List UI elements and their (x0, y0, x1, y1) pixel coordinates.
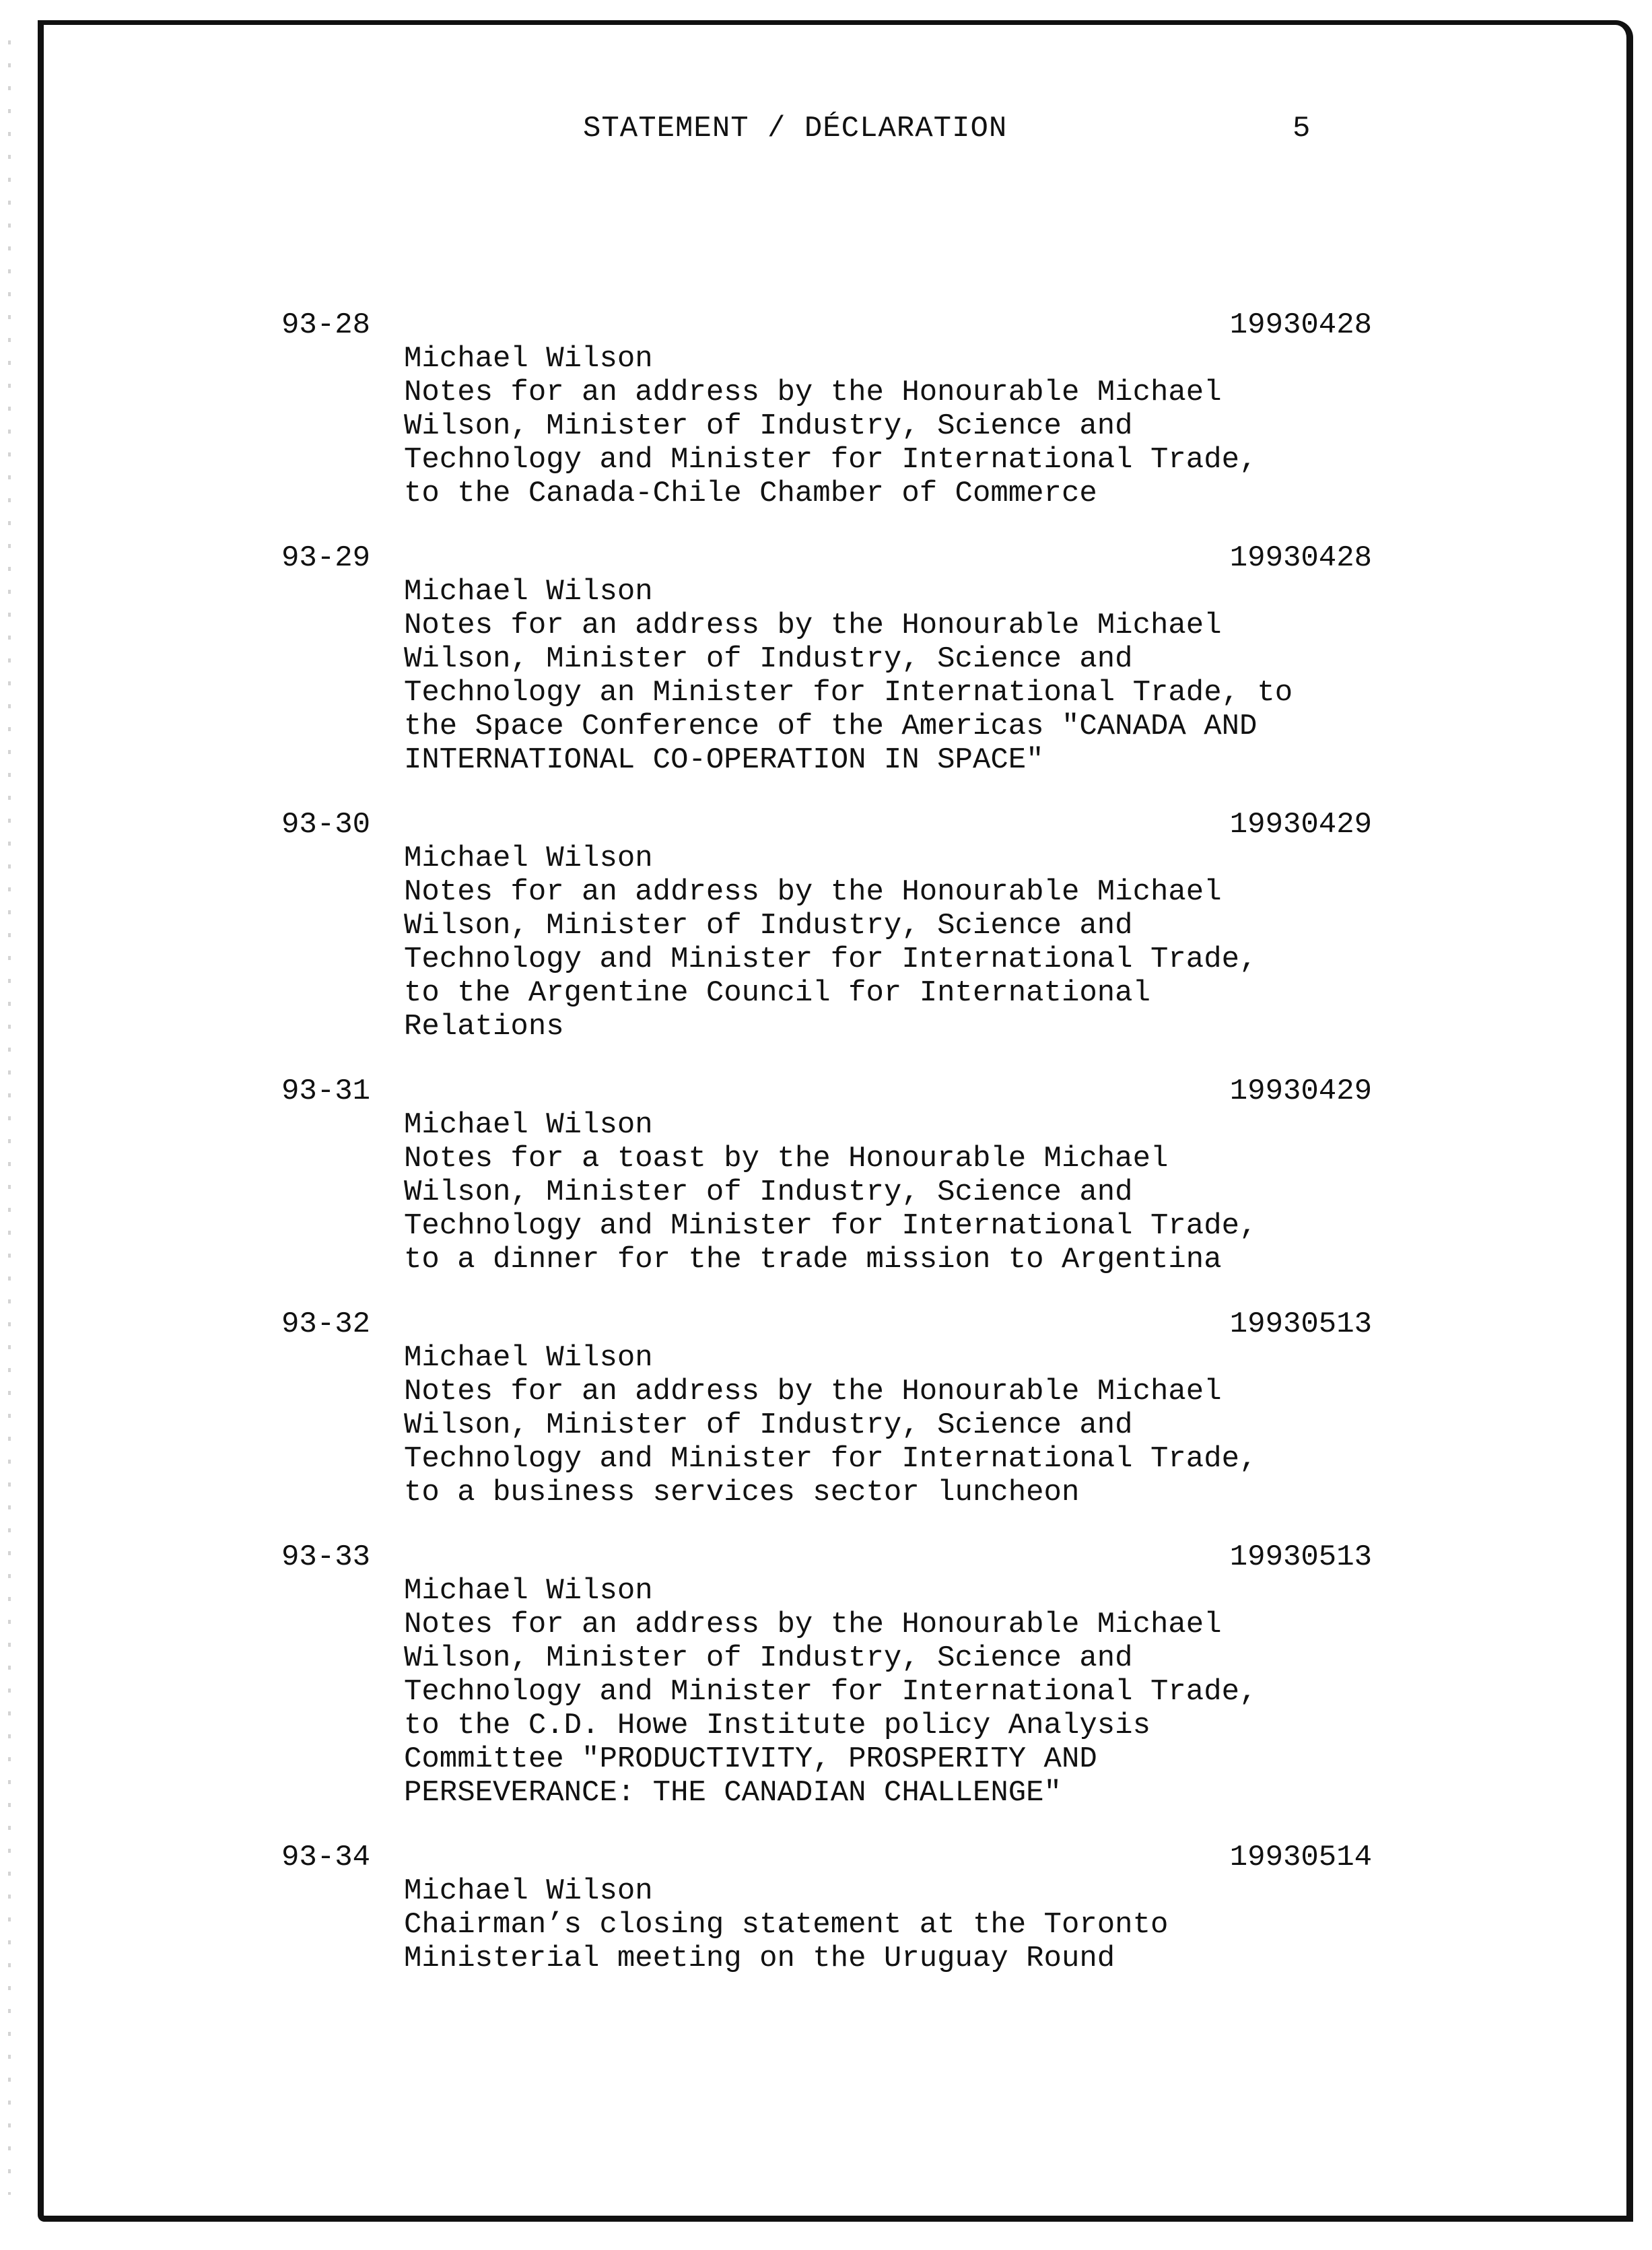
entry-number: 93-28 (281, 308, 371, 342)
entry-number: 93-30 (281, 808, 371, 842)
entry-header (281, 541, 1439, 575)
statement-list (281, 308, 1439, 2006)
statement-entry (281, 541, 1439, 777)
entry-author: Michael Wilson (404, 575, 653, 609)
entry-date: 19930429 (1229, 1075, 1372, 1108)
entry-number: 93-33 (281, 1540, 371, 1574)
entry-header (281, 1307, 1439, 1341)
entry-date: 19930429 (1229, 808, 1372, 842)
entry-date: 19930513 (1229, 1540, 1372, 1574)
page-header (0, 112, 1652, 152)
entry-author: Michael Wilson (404, 1108, 653, 1142)
entry-description: Notes for an address by the Honourable Michael Wilson, Minister of Industry, Science and Technology an Minister for International Trade, to the Space Conference of the Americas "CANADA AND INTERNATIONAL CO-OPERATION IN SPACE" (404, 609, 1293, 777)
entry-author: Michael Wilson (404, 1341, 653, 1375)
statement-entry (281, 808, 1439, 1044)
entry-author: Michael Wilson (404, 342, 653, 376)
entry-header (281, 1540, 1439, 1574)
entry-description: Notes for an address by the Honourable Michael Wilson, Minister of Industry, Science and Technology and Minister for International Trade, to the Argentine Council for International Relations (404, 875, 1258, 1044)
entry-description: Notes for an address by the Honourable Michael Wilson, Minister of Industry, Science and Technology and Minister for International Trade, to a business services sector luncheon (404, 1375, 1258, 1509)
entry-date: 19930428 (1229, 308, 1372, 342)
entry-author: Michael Wilson (404, 1574, 653, 1608)
entry-number: 93-29 (281, 541, 371, 575)
entry-description: Notes for an address by the Honourable Michael Wilson, Minister of Industry, Science and Technology and Minister for International Trade, to the Canada-Chile Chamber of Commerce (404, 376, 1258, 510)
margin-specks (8, 40, 11, 2195)
entry-author: Michael Wilson (404, 1874, 653, 1908)
entry-date: 19930514 (1229, 1841, 1372, 1874)
entry-number: 93-31 (281, 1075, 371, 1108)
entry-description: Notes for an address by the Honourable Michael Wilson, Minister of Industry, Science and Technology and Minister for International Trade, to the C.D. Howe Institute policy Analysis Committee "PRODUCTIVITY, PROSPERITY AND PERSEVERANCE: THE CANADIAN CHALLENGE" (404, 1608, 1258, 1810)
entry-header (281, 808, 1439, 842)
entry-number: 93-32 (281, 1307, 371, 1341)
entry-header (281, 1841, 1439, 1874)
entry-number: 93-34 (281, 1841, 371, 1874)
statement-entry (281, 1075, 1439, 1276)
entry-date: 19930513 (1229, 1307, 1372, 1341)
entry-header (281, 1075, 1439, 1108)
statement-entry (281, 1841, 1439, 1975)
entry-date: 19930428 (1229, 541, 1372, 575)
header-title: STATEMENT / DÉCLARATION (583, 112, 1008, 145)
entry-author: Michael Wilson (404, 842, 653, 875)
statement-entry (281, 1540, 1439, 1810)
statement-entry (281, 308, 1439, 510)
page-number: 5 (1293, 112, 1311, 145)
statement-entry (281, 1307, 1439, 1509)
entry-header (281, 308, 1439, 342)
entry-description: Notes for a toast by the Honourable Michael Wilson, Minister of Industry, Science and Technology and Minister for International Trade, to a dinner for the trade mission to Argentina (404, 1142, 1258, 1276)
entry-description: Chairman’s closing statement at the Toronto Ministerial meeting on the Uruguay Round (404, 1908, 1169, 1975)
